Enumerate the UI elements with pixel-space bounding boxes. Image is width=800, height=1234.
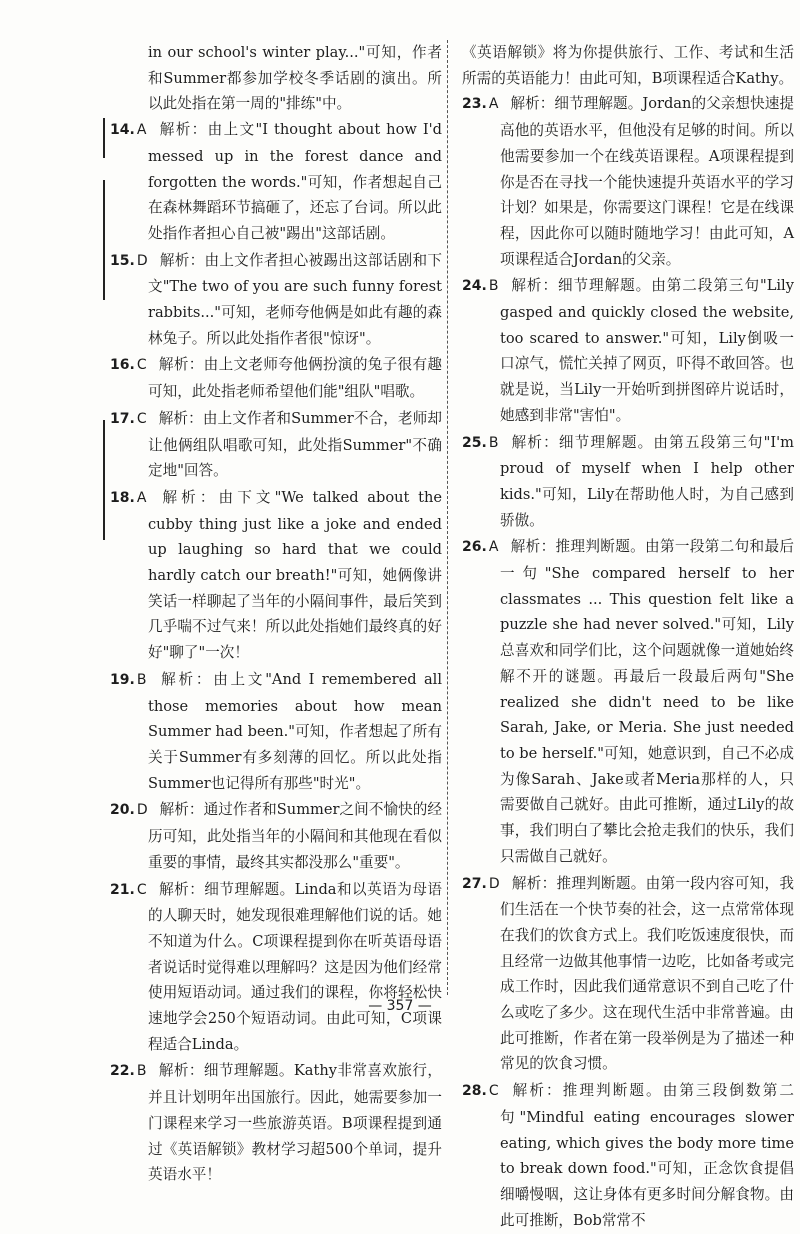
- analysis-label: 解析：: [511, 874, 557, 892]
- answer-item: [462, 871, 794, 1078]
- analysis-text: 由下文"We talked about the cubby thing just like a joke and ended up laughing so hard that we could hardly catch our breath!"可知，她俩像讲笑话一样聊起了当年的小隔间事件，最后笑到几乎喘不过气来！所以此处指她们最终真的好好"聊了"一次！: [148, 488, 442, 662]
- analysis-text: 推理判断题。由第一段第二句和最后一句"She compared herself to her classmates ... This question felt like a puzzle she had never solved."可知，Lily总喜欢和同学们比，这个问题就像一道她始终解不开的谜题。再最后一段最后两句"She realized she didn't need to be like Sarah, Jake, or Meria. She just needed to be herself."可知，她意识到，自己不必成为像Sarah、Jake或者Meria那样的人，只需要做自己就好。由此可推断，通过Lily的故事，我们明白了攀比会抢走我们的快乐，我们只需做自己就好。: [500, 538, 794, 865]
- analysis-label: 解析：: [159, 251, 205, 269]
- analysis-text: 由上文作者和Summer不合，老师却让他俩组队唱歌可知，此处指Summer"不确定地"回答。: [148, 409, 442, 480]
- answer-item: [462, 430, 794, 534]
- item-number: 15.: [110, 252, 135, 269]
- answer-item: [110, 117, 442, 247]
- answer-letter: B: [488, 278, 499, 295]
- analysis-label: 解析：: [510, 277, 558, 295]
- analysis-text: 推理判断题。由第一段内容可知，我们生活在一个快节奏的社会，这一点常常体现在我们的饮食方式上。我们吃饭速度很快，而且经常一边做其他事情一边吃，比如备考或完成工作时，因此我们通常意识不到自己吃了什么或吃了多少。这在现代生活中非常普遍。由此可推断，作者在第一段举例是为了描述一种常见的饮食习惯。: [500, 874, 794, 1073]
- analysis-label: 解析：: [158, 409, 203, 427]
- answer-letter: B: [136, 671, 147, 688]
- item-number: 16.: [110, 357, 135, 374]
- answer-item: [462, 1078, 794, 1233]
- analysis-text: 由上文"I thought about how I'd messed up in the forest dance and forgotten the words."可知，作者想起自己在森林舞蹈环节搞砸了，还忘了台词。所以此处指作者担心自己被"踢出"这部话剧。: [148, 121, 442, 242]
- item-number: 24.: [462, 278, 487, 295]
- item-number: 25.: [462, 434, 487, 451]
- answer-item: [110, 1058, 442, 1188]
- analysis-text: 由上文作者担心被踢出这部话剧和下文"The two of you are such funny forest rabbits..."可知，老师夸他俩是如此有趣的森林兔子。所以此处指作者很"惊讶"。: [148, 251, 442, 347]
- analysis-label: 解析：: [158, 356, 204, 374]
- answer-letter: D: [136, 802, 148, 819]
- item-number: 19.: [110, 671, 135, 688]
- item-number: 21.: [110, 881, 135, 898]
- item-number: 17.: [110, 410, 135, 427]
- answer-item: [110, 406, 442, 484]
- analysis-label: 解析：: [510, 433, 559, 451]
- column-divider: [447, 40, 448, 995]
- analysis-text: 细节理解题。Linda和以英语为母语的人聊天时，她发现很难理解他们说的话。她不知道为什么。C项课程提到你在听英语母语者说话时觉得难以理解吗？这是因为他们经常使用短语动词。通过我们的课程，你将轻松快速地学会250个短语动词。由此可知，C项课程适合Linda。: [148, 880, 442, 1053]
- answer-letter: A: [136, 489, 147, 506]
- analysis-text: 细节理解题。Kathy非常喜欢旅行，并且计划明年出国旅行。因此，她需要参加一门课程来学习一些旅游英语。B项课程提到通过《英语解锁》教材学习超500个单词，提升英语水平！: [148, 1062, 442, 1184]
- item-number: 23.: [462, 96, 487, 113]
- answer-letter: B: [136, 1063, 147, 1080]
- answer-item: [462, 91, 794, 272]
- answer-item: [462, 273, 794, 428]
- analysis-label: 解析：: [158, 121, 208, 139]
- analysis-label: 解析：: [510, 95, 555, 113]
- answer-letter: A: [136, 122, 147, 139]
- answer-letter: C: [136, 410, 147, 427]
- answer-letter: A: [488, 96, 499, 113]
- answer-item: [110, 352, 442, 404]
- item-number: 14.: [110, 122, 135, 139]
- analysis-text: 细节理解题。Jordan的父亲想快速提高他的英语水平，但他没有足够的时间。所以他需要参加一个在线英语课程。A项课程提到你是否在寻找一个能快速提升英语水平的学习计划？如果是，你需要这门课程！它是在线课程，因此你可以随时随地学习！由此可知，A项课程适合Jordan的父亲。: [500, 95, 794, 268]
- analysis-text: 细节理解题。由第五段第三句"I'm proud of myself when I help other kids."可知，Lily在帮助他人时，为自己感到骄傲。: [500, 433, 794, 529]
- analysis-label: 解析：: [510, 538, 556, 556]
- answer-item: [110, 797, 442, 875]
- item-number: 18.: [110, 489, 135, 506]
- right-continuation: 《英语解锁》将为你提供旅行、工作、考试和生活所需的英语能力！由此可知，B项课程适合Kathy。: [462, 44, 794, 87]
- answer-item: [110, 485, 442, 666]
- analysis-text: 通过作者和Summer之间不愉快的经历可知，此处指当年的小隔间和其他现在看似重要的事情，最终其实都没那么"重要"。: [148, 801, 442, 871]
- analysis-label: 解析：: [510, 1082, 563, 1100]
- analysis-text: 推理判断题。由第三段倒数第二句"Mindful eating encourages slower eating, which gives the body more time to break down food."可知，正念饮食提倡细嚼慢咽，这让身体有更多时间分解食物。由此可推断，Bob常常不: [500, 1082, 794, 1229]
- analysis-label: 解析：: [158, 880, 205, 898]
- analysis-label: 解析：: [158, 1062, 204, 1080]
- answer-letter: C: [488, 1083, 499, 1100]
- right-column: [462, 40, 794, 1234]
- analysis-text: 由上文"And I remembered all those memories about how mean Summer had been."可知，作者想起了所有关于Summer有多刻薄的回忆。所以此处指Summer也记得所有那些"时光"。: [148, 670, 442, 792]
- answer-letter: A: [488, 539, 499, 556]
- page-number: — 357 —: [368, 998, 432, 1014]
- answer-letter: C: [136, 357, 147, 374]
- left-margin-mark: [103, 180, 105, 300]
- answer-letter: B: [488, 434, 499, 451]
- answer-letter: D: [488, 875, 500, 892]
- left-margin-mark: [103, 118, 105, 158]
- answer-item: [110, 877, 442, 1058]
- left-column: [110, 40, 442, 1189]
- answer-item: [110, 248, 442, 352]
- item-number: 28.: [462, 1083, 487, 1100]
- analysis-text: 细节理解题。由第二段第三句"Lily gasped and quickly closed the website, too scared to answer."可知，Lily倒吸一口凉气，慌忙关掉了网页，吓得不敢回答。也就是说，当Lily一开始听到拼图碎片说话时，她感到非常"害怕"。: [500, 277, 794, 424]
- analysis-label: 解析：: [159, 801, 204, 819]
- answer-letter: D: [136, 252, 148, 269]
- left-answer-list: [110, 117, 442, 1188]
- answer-item: [110, 667, 442, 797]
- item-number: 27.: [462, 875, 487, 892]
- left-margin-mark: [103, 420, 105, 540]
- item-number: 22.: [110, 1063, 135, 1080]
- item-number: 26.: [462, 539, 487, 556]
- left-continuation: in our school's winter play..."可知，作者和Summer都参加学校冬季话剧的演出。所以此处指在第一周的"排练"中。: [148, 44, 442, 113]
- analysis-text: 由上文老师夸他俩扮演的兔子很有趣可知，此处指老师希望他们能"组队"唱歌。: [148, 356, 442, 401]
- analysis-label: 解析：: [158, 488, 219, 506]
- answer-item: [462, 534, 794, 869]
- answer-letter: C: [136, 881, 147, 898]
- analysis-label: 解析：: [158, 670, 214, 688]
- right-answer-list: [462, 91, 794, 1233]
- item-number: 20.: [110, 802, 135, 819]
